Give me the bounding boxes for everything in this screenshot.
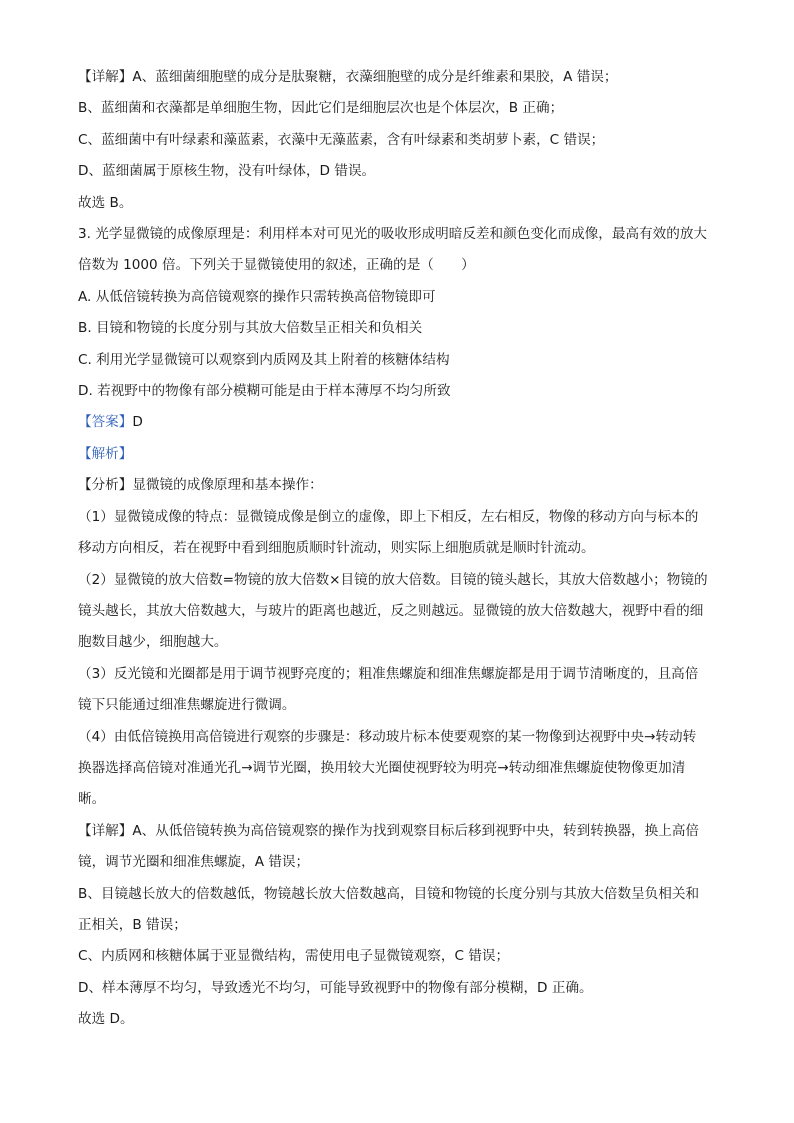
line-text: （3）反光镜和光圈都是用于调节视野亮度的；粗准焦螺旋和细准焦螺旋都是用于调节清晰度的，且高倍: [78, 665, 699, 682]
line-text: B. 目镜和物镜的长度分别与其放大倍数呈正相关和负相关: [78, 320, 423, 337]
line-text: （1）显微镜成像的特点：显微镜成像是倒立的虚像，即上下相反，左右相反，物像的移动方向与标本的: [78, 508, 699, 525]
text-line: [78, 690, 718, 721]
line-text: D: [132, 414, 143, 431]
section-tag: 【详解】: [78, 822, 133, 839]
line-text: 换器选择高倍镜对准通光孔→调节光圈，换用较大光圈使视野较为明亮→转动细准焦螺旋使物像更加清: [78, 759, 686, 776]
text-line: [78, 250, 718, 281]
line-text: 故选 B。: [78, 194, 133, 211]
text-line: [78, 879, 718, 910]
line-text: 正相关，B 错误；: [78, 916, 187, 933]
text-line: [78, 407, 718, 438]
text-line: [78, 282, 718, 313]
text-line: [78, 93, 718, 124]
line-text: D、蓝细菌属于原核生物，没有叶绿体，D 错误。: [78, 163, 376, 180]
section-tag: 【分析】: [78, 477, 133, 494]
text-line: [78, 722, 718, 753]
text-line: [78, 941, 718, 972]
text-line: [78, 313, 718, 344]
section-tag: 【答案】: [78, 414, 133, 431]
text-line: [78, 502, 718, 533]
document-body: [78, 62, 718, 1036]
text-line: [78, 847, 718, 878]
line-text: （4）由低倍镜换用高倍镜进行观察的步骤是：移动玻片标本使要观察的某一物像到达视野中央→转动转: [78, 728, 697, 745]
line-text: 镜头越长，其放大倍数越大，与玻片的距离也越近，反之则越远。显微镜的放大倍数越大，视野中看的细: [78, 602, 704, 619]
line-text: （2）显微镜的放大倍数=物镜的放大倍数×目镜的放大倍数。目镜的镜头越长，其放大倍数越小；物镜的: [78, 571, 708, 588]
text-line: [78, 627, 718, 658]
text-line: [78, 345, 718, 376]
line-text: 胞数目越少，细胞越大。: [78, 634, 228, 651]
line-text: A、蓝细菌细胞壁的成分是肽聚糖，衣藻细胞壁的成分是纤维素和果胶，A 错误；: [132, 69, 618, 85]
text-line: [78, 533, 718, 564]
text-line: [78, 973, 718, 1004]
line-text: C、内质网和核糖体属于亚显微结构，需使用电子显微镜观察，C 错误；: [78, 948, 510, 965]
text-line: [78, 188, 718, 219]
line-text: C、蓝细菌中有叶绿素和藻蓝素，衣藻中无藻蓝素，含有叶绿素和类胡萝卜素，C 错误；: [78, 131, 605, 148]
text-line: [78, 156, 718, 187]
section-tag: 【详解】: [78, 69, 133, 85]
text-line: [78, 784, 718, 815]
text-line: [78, 219, 718, 250]
line-text: 倍数为 1000 倍。下列关于显微镜使用的叙述，正确的是（ ）: [78, 257, 475, 274]
text-line: [78, 470, 718, 501]
line-text: 镜，调节光圈和细准焦螺旋，A 错误；: [78, 854, 310, 871]
text-line: [78, 439, 718, 470]
line-text: D、样本薄厚不均匀，导致透光不均匀，可能导致视野中的物像有部分模糊，D 正确。: [78, 979, 593, 996]
line-text: 晰。: [78, 791, 106, 808]
text-line: [78, 659, 718, 690]
text-line: [78, 62, 718, 93]
line-text: 镜下只能通过细准焦螺旋进行微调。: [78, 697, 296, 714]
line-text: 显微镜的成像原理和基本操作：: [132, 477, 323, 494]
text-line: [78, 753, 718, 784]
text-line: [78, 910, 718, 941]
text-line: [78, 816, 718, 847]
text-line: [78, 125, 718, 156]
line-text: A. 从低倍镜转换为高倍镜观察的操作只需转换高倍物镜即可: [78, 288, 436, 305]
text-line: [78, 565, 718, 596]
line-text: 故选 D。: [78, 1011, 134, 1028]
text-line: [78, 1004, 718, 1035]
line-text: D. 若视野中的物像有部分模糊可能是由于样本薄厚不均匀所致: [78, 383, 451, 400]
line-text: 移动方向相反，若在视野中看到细胞质顺时针流动，则实际上细胞质就是顺时针流动。: [78, 540, 595, 557]
line-text: B、目镜越长放大的倍数越低，物镜越长放大倍数越高，目镜和物镜的长度分别与其放大倍数呈负相关和: [78, 885, 700, 902]
line-text: C. 利用光学显微镜可以观察到内质网及其上附着的核糖体结构: [78, 351, 450, 368]
text-line: [78, 596, 718, 627]
section-tag: 【解析】: [78, 445, 133, 462]
line-text: A、从低倍镜转换为高倍镜观察的操作为找到观察目标后移到视野中央，转到转换器，换上高倍: [132, 822, 700, 839]
text-line: [78, 376, 718, 407]
line-text: 3. 光学显微镜的成像原理是：利用样本对可见光的吸收形成明暗反差和颜色变化而成像，最高有效的放大: [78, 226, 708, 243]
line-text: B、蓝细菌和衣藻都是单细胞生物，因此它们是细胞层次也是个体层次，B 正确；: [78, 100, 564, 117]
